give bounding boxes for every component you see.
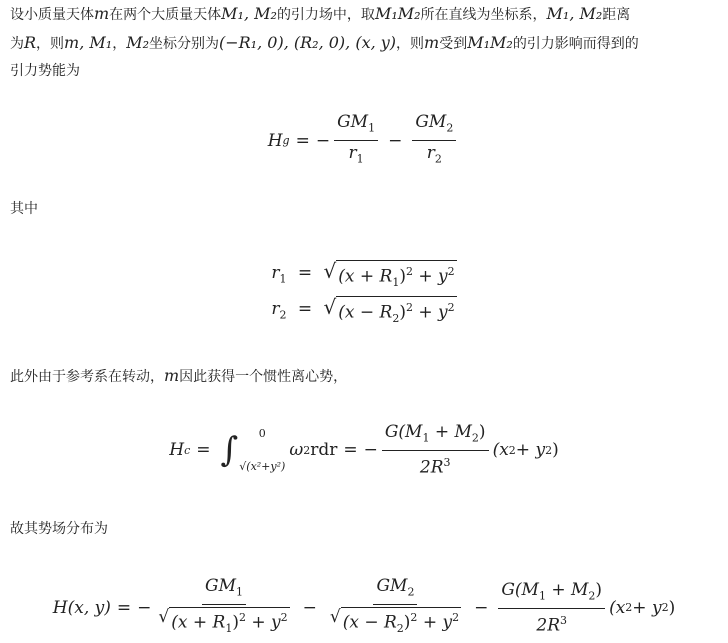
math-m: m: [164, 366, 180, 385]
eq-numerator: G(M: [384, 422, 423, 442]
eq-numerator: + M: [429, 422, 472, 442]
integral-limits: [239, 427, 285, 473]
eq-subscript: 1: [225, 622, 233, 636]
eq-radicand: (x + R: [338, 266, 393, 287]
eq-paren: ): [403, 613, 411, 634]
fraction: [382, 422, 489, 478]
eq-factor: (x: [609, 597, 626, 618]
eq-symbol: H(x, y): [52, 597, 111, 618]
radical-sign: √: [323, 259, 337, 283]
eq-subscript: g: [282, 134, 290, 148]
eq-superscript: 2: [303, 443, 311, 457]
intro-text: 受到: [439, 36, 468, 52]
eq-radicand: (x + R: [171, 613, 226, 634]
eq-equals: =: [297, 263, 313, 283]
eq-paren: ): [595, 579, 603, 600]
eq-radicand: (x − R: [342, 613, 397, 634]
eq-subscript: 2: [471, 431, 479, 445]
eq-numerator: + M: [545, 579, 589, 600]
eq-radicand: + y: [245, 613, 281, 634]
eq-superscript: 2: [238, 611, 246, 625]
eq-radicand: (x − R: [338, 303, 393, 324]
eq-equals: =: [196, 440, 211, 461]
centrifugal-text: 此外由于参考系在转动，: [10, 369, 164, 385]
integral-lower-limit: √(x²+y²): [239, 460, 286, 474]
eq-factor: + y: [515, 440, 546, 461]
eq-paren: ): [232, 613, 239, 634]
sqrt: [158, 607, 289, 639]
eq-equals: =: [297, 299, 313, 320]
intro-line-2: [10, 29, 722, 58]
eq-minus: −: [388, 130, 403, 151]
integral: [221, 427, 286, 473]
eq-subscript: 2: [588, 589, 596, 603]
eq-superscript: 2: [410, 611, 418, 625]
eq-r1-row: [0, 258, 728, 294]
eq-subscript: 2: [446, 121, 454, 135]
intro-text: 的引力影响而得到的: [512, 36, 639, 52]
intro-text: 引力势能为: [10, 63, 80, 79]
eq-denominator: r: [348, 143, 357, 164]
eq-paren: ): [668, 597, 676, 618]
math-m: m: [94, 4, 110, 23]
eq-radicand: + y: [413, 266, 448, 287]
equation-distances: [0, 258, 728, 331]
eq-equals: =: [116, 597, 132, 618]
intro-text: 设小质量天体: [10, 7, 94, 23]
eq-minus: −: [474, 597, 489, 618]
fraction: [334, 112, 378, 170]
equation-gravitational-potential: [0, 112, 728, 170]
eq-subscript: 1: [236, 585, 243, 599]
eq-radicand: + y: [413, 303, 448, 324]
eq-denominator: r: [426, 143, 435, 164]
eq-integrand: ω: [289, 440, 304, 461]
math-R: R: [24, 33, 37, 52]
sqrt: [330, 607, 461, 639]
eq-minus: −: [137, 597, 152, 618]
radical-sign: √: [323, 295, 337, 320]
intro-text: 距离: [602, 7, 631, 23]
distribution-text: 故其势场分布为: [10, 521, 108, 537]
integral-upper-limit: 0: [258, 427, 266, 441]
equation-total-potential: [0, 576, 728, 639]
eq-numerator: GM: [415, 112, 447, 132]
math-M1M2: M₁M₂: [467, 33, 513, 52]
eq-subscript: 1: [422, 431, 430, 445]
fraction: [155, 576, 292, 639]
intro-paragraph: [10, 0, 722, 85]
eq-superscript: 2: [545, 443, 553, 457]
fraction: [412, 112, 456, 170]
eq-superscript: 3: [443, 456, 451, 470]
eq-numerator: GM: [376, 576, 408, 596]
math-m: m: [424, 33, 440, 52]
eq-symbol: H: [267, 130, 283, 151]
eq-superscript: 3: [560, 614, 567, 628]
eq-subscript: 1: [538, 589, 546, 603]
eq-factor: (x: [492, 440, 509, 461]
eq-symbol: r: [271, 263, 280, 283]
eq-factor: + y: [632, 597, 662, 618]
math-M2: M₂: [126, 33, 149, 52]
intro-text: 在两个大质量天体: [109, 7, 222, 23]
eq-subscript: c: [184, 443, 191, 457]
eq-equals: =: [295, 130, 310, 151]
eq-integrand: rdr: [310, 440, 338, 461]
math-m-M1: m, M₁: [64, 33, 113, 52]
eq-symbol: H: [169, 440, 185, 461]
eq-denominator: 2R: [419, 458, 444, 479]
intro-text: 所在直线为坐标系，: [420, 7, 547, 23]
eq-subscript: 2: [407, 585, 415, 599]
intro-text: ，: [112, 36, 127, 52]
eq-superscript: 2: [452, 611, 460, 625]
intro-text: ，则: [396, 36, 425, 52]
integral-sign: ∫: [220, 430, 239, 471]
eq-paren: ): [552, 440, 559, 461]
math-M1-M2: M₁, M₂: [546, 4, 603, 23]
fraction: [498, 580, 605, 636]
eq-subscript: 1: [279, 272, 287, 286]
centrifugal-text: 因此获得一个惯性离心势，: [179, 369, 348, 385]
eq-superscript: 2: [280, 611, 288, 625]
intro-text: 的引力场中，取: [276, 7, 375, 23]
eq-minus: −: [315, 130, 331, 151]
eq-paren: ): [478, 422, 486, 442]
radical-sign: √: [158, 607, 170, 628]
eq-subscript: 1: [392, 276, 400, 290]
eq-superscript: 2: [406, 265, 413, 278]
eq-numerator: GM: [337, 112, 369, 132]
eq-radicand: + y: [417, 613, 453, 634]
eq-subscript: 2: [392, 312, 400, 326]
eq-denominator: 2R: [536, 615, 560, 636]
eq-subscript: 2: [434, 152, 442, 166]
sqrt: [324, 296, 457, 329]
sqrt: [324, 260, 457, 293]
fraction: [327, 576, 464, 639]
intro-line-1: [10, 0, 722, 29]
eq-paren: ): [399, 266, 406, 287]
intro-line-3: [10, 58, 722, 85]
where-text: 其中: [10, 201, 38, 217]
math-M1-M2: M₁, M₂: [221, 4, 277, 23]
eq-subscript: 2: [279, 308, 287, 322]
eq-subscript: 2: [396, 622, 404, 636]
eq-superscript: 2: [447, 301, 455, 315]
equation-centrifugal-potential: [0, 422, 728, 478]
centrifugal-paragraph: [10, 362, 722, 391]
intro-text: 坐标分别为: [148, 36, 219, 52]
where-label: [10, 196, 722, 223]
eq-subscript: 1: [356, 152, 364, 166]
intro-text: ，则: [36, 36, 65, 52]
eq-numerator: GM: [205, 576, 236, 596]
eq-superscript: 2: [661, 601, 669, 615]
radical-sign: √: [329, 607, 341, 628]
eq-equals: =: [343, 440, 358, 461]
eq-superscript: 2: [508, 443, 516, 457]
eq-symbol: r: [271, 299, 280, 320]
eq-superscript: 2: [406, 301, 413, 315]
math-coords: (−R₁, 0), (R₂, 0), (x, y): [218, 33, 397, 52]
intro-text: 为: [10, 36, 24, 52]
eq-r2-row: [0, 294, 728, 330]
math-M1M2: M₁M₂: [374, 4, 421, 23]
eq-numerator: G(M: [501, 579, 539, 600]
eq-minus: −: [302, 597, 317, 618]
distribution-label: [10, 516, 722, 543]
eq-subscript: 1: [368, 121, 376, 135]
eq-superscript: 2: [625, 601, 633, 615]
eq-minus: −: [363, 440, 378, 461]
eq-paren: ): [399, 303, 406, 324]
eq-superscript: 2: [447, 265, 455, 278]
